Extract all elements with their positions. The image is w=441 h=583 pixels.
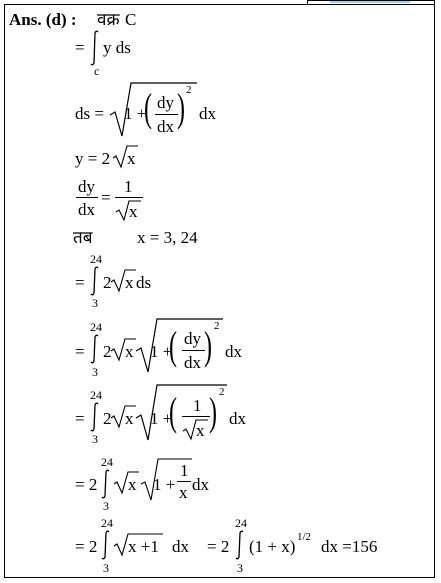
- l8-lower: 3: [92, 432, 98, 446]
- l6-upper: 24: [90, 252, 102, 266]
- l2-paren-right: ): [177, 85, 185, 130]
- l8-num: 1: [193, 396, 202, 415]
- l10-eq: = 2: [75, 537, 98, 556]
- l6-eq: =: [75, 273, 85, 292]
- l7-rad: x: [125, 342, 134, 361]
- l6-coef: 2: [103, 273, 112, 292]
- answer-box: [4, 4, 435, 578]
- l7-upper: 24: [90, 320, 102, 334]
- l8-upper: 24: [90, 388, 102, 402]
- l4-num: dy: [78, 177, 95, 196]
- l3-rad: x: [127, 149, 136, 168]
- l1-lower-limit: c: [94, 64, 100, 78]
- answer-label: Ans. (d) :: [9, 10, 77, 29]
- l1-eq: =: [75, 38, 85, 57]
- l4-rrad: x: [129, 202, 138, 221]
- l7-num: dy: [184, 329, 201, 348]
- l5-limits: x = 3, 24: [137, 228, 198, 247]
- l9-integral-sign: [99, 469, 113, 499]
- l7-eq: =: [75, 342, 85, 361]
- l8-paren-left: (: [169, 389, 177, 434]
- l6-integral-sign: [88, 266, 102, 296]
- l7-lower: 3: [92, 365, 98, 379]
- l10-pow: 1/2: [297, 531, 312, 543]
- l8-coef: 2: [103, 409, 112, 428]
- l1-integral-sign: [88, 30, 102, 66]
- l8-one: 1 +: [150, 409, 173, 428]
- l7-paren-left: (: [169, 323, 177, 368]
- l1-body: y ds: [103, 38, 131, 57]
- l10-rad: x +1: [128, 537, 159, 556]
- l6-lower: 3: [92, 296, 98, 310]
- l9-upper: 24: [101, 455, 113, 469]
- l10-upper: 24: [101, 516, 113, 530]
- l7-pow: 2: [214, 320, 220, 332]
- l9-den: x: [179, 483, 188, 502]
- l10-integral-sign: [99, 530, 113, 560]
- l10-result: dx =156: [321, 537, 378, 556]
- l6-rad: x: [125, 273, 134, 292]
- l7-one: 1 +: [150, 342, 173, 361]
- l5-then: तब: [73, 228, 93, 247]
- l8-eq: =: [75, 409, 85, 428]
- l4-den: dx: [78, 200, 95, 219]
- l8-integral-sign: [88, 402, 102, 432]
- l9-eq: = 2: [75, 475, 98, 494]
- l4-frac-bar: [76, 197, 98, 198]
- l2-frac-bar: [155, 114, 178, 115]
- l7-frac-bar: [182, 350, 205, 351]
- l2-tail: dx: [199, 104, 216, 123]
- l10-dx: dx: [172, 537, 189, 556]
- l7-tail: dx: [225, 342, 242, 361]
- l9-one: 1 +: [153, 475, 176, 494]
- l10-integral-sign-2: [233, 530, 247, 560]
- curve-word: वक्र: [97, 10, 120, 29]
- l7-coef: 2: [103, 342, 112, 361]
- curve-letter: C: [125, 10, 137, 29]
- l7-den: dx: [184, 353, 201, 372]
- l9-rad: x: [128, 475, 137, 494]
- l8-tail: dx: [229, 409, 246, 428]
- l2-den: dx: [157, 117, 174, 136]
- l3-lhs: y = 2: [75, 149, 111, 168]
- l7-integral-sign: [88, 334, 102, 364]
- l10-lower: 3: [103, 561, 109, 575]
- l6-tail: ds: [136, 273, 152, 292]
- l10-upper2: 24: [235, 516, 247, 530]
- l9-frac-bar: [177, 481, 191, 482]
- l7-paren-right: ): [204, 323, 212, 368]
- l9-tail: dx: [192, 475, 209, 494]
- l9-lower: 3: [103, 499, 109, 513]
- l8-den: x: [196, 421, 205, 440]
- l2-one: 1 +: [124, 104, 147, 123]
- l4-eq: =: [101, 188, 111, 207]
- l2-num: dy: [157, 93, 174, 112]
- l10-eq2: = 2: [207, 537, 230, 556]
- l2-pow: 2: [186, 84, 192, 96]
- l2-paren-left: (: [144, 85, 152, 130]
- l8-paren-right: ): [209, 389, 217, 434]
- l2-lhs: ds =: [75, 104, 104, 123]
- l9-num: 1: [180, 461, 189, 480]
- l4-rnum: 1: [124, 177, 133, 196]
- l4-rfrac-bar: [115, 197, 143, 198]
- l8-pow: 2: [219, 386, 225, 398]
- l10-expr: (1 + x): [249, 537, 296, 556]
- l10-lower2: 3: [237, 561, 243, 575]
- l8-rad: x: [125, 409, 134, 428]
- l8-frac-bar: [182, 416, 210, 417]
